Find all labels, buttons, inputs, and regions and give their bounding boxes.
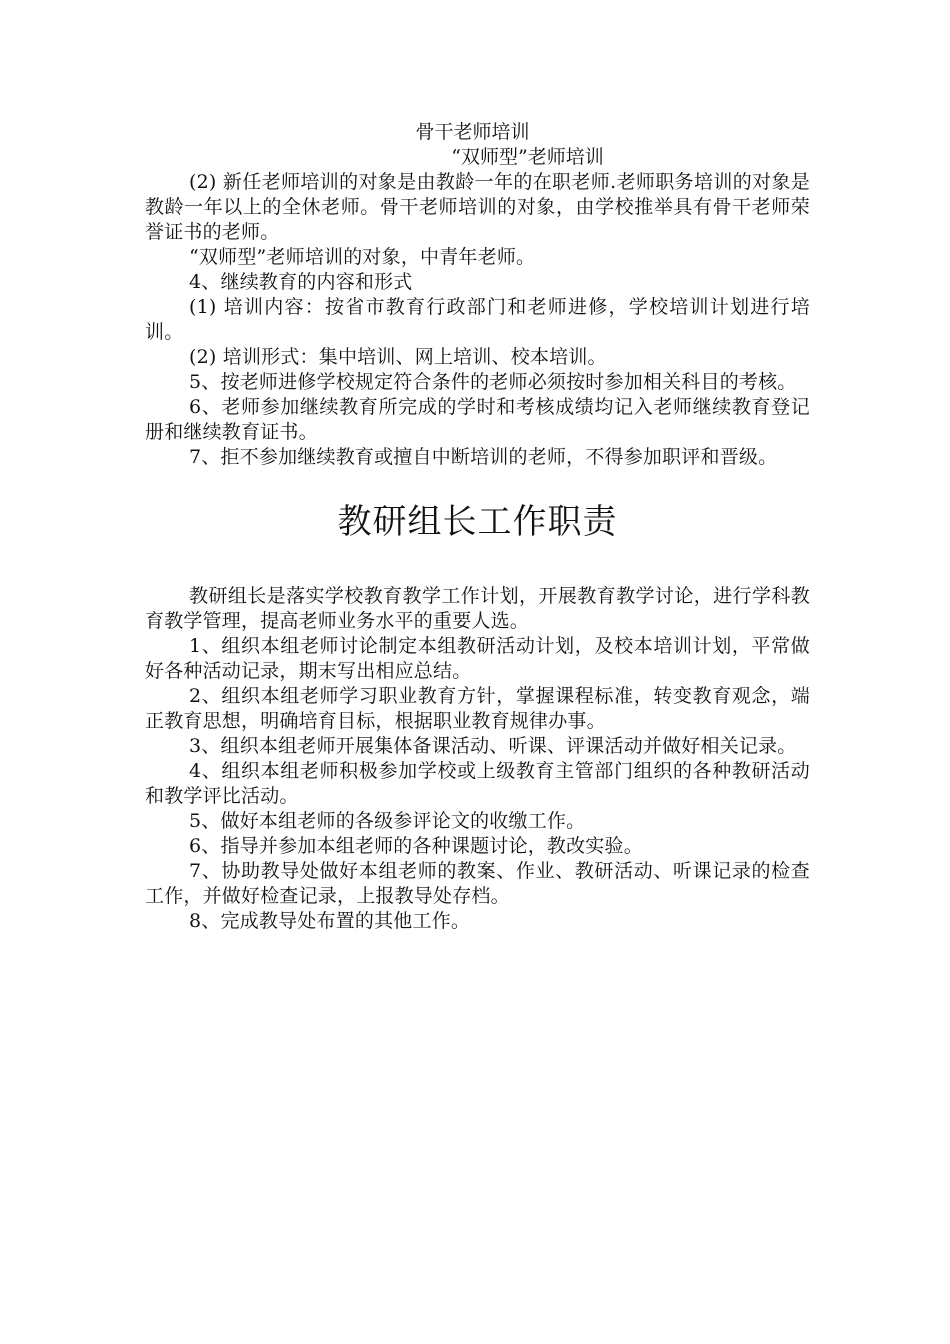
paragraph-training-form: (2) 培训形式：集中培训、网上培训、校本培训。 [189, 346, 607, 368]
paragraph-duty-3: 3、组织本组老师开展集体备课活动、听课、评课活动并做好相关记录。 [189, 735, 797, 757]
paragraph-item-5: 5、按老师进修学校规定符合条件的老师必须按时参加相关科目的考核。 [189, 371, 797, 393]
paragraph-training-content: (1) 培训内容：按省市教育行政部门和老师进修，学校培训计划进行培训。 [145, 296, 810, 343]
paragraph-training-targets: (2) 新任老师培训的对象是由教龄一年的在职老师.老师职务培训的对象是教龄一年以上的全休老师。骨干老师培训的对象，由学校推举具有骨干老师荣誉证书的老师。 [145, 171, 810, 243]
paragraph-duty-8: 8、完成教导处布置的其他工作。 [189, 910, 471, 932]
paragraph-duty-1: 1、组织本组老师讨论制定本组教研活动计划，及校本培训计划，平常做好各种活动记录，期末写出相应总结。 [145, 635, 810, 682]
heading-dual-teacher-training: “双师型”老师培训 [451, 146, 604, 168]
heading-backbone-teacher-training: 骨干老师培训 [415, 121, 530, 143]
paragraph-intro: 教研组长是落实学校教育教学工作计划，开展教育教学讨论，进行学科教育教学管理，提高老师业务水平的重要人选。 [145, 585, 810, 632]
paragraph-item-7: 7、拒不参加继续教育或擅自中断培训的老师，不得参加职评和晋级。 [189, 446, 778, 468]
paragraph-duty-6: 6、指导并参加本组老师的各种课题讨论，教改实验。 [189, 835, 643, 857]
section-title: 教研组长工作职责 [337, 502, 618, 542]
paragraph-duty-4: 4、组织本组老师积极参加学校或上级教育主管部门组织的各种教研活动和教学评比活动。 [145, 760, 810, 807]
paragraph-duty-2: 2、组织本组老师学习职业教育方针，掌握课程标准，转变教育观念，端正教育思想，明确培育目标，根据职业教育规律办事。 [145, 685, 810, 732]
document-content [145, 120, 810, 934]
paragraph-duty-5: 5、做好本组老师的各级参评论文的收缴工作。 [189, 810, 586, 832]
paragraph-item-6: 6、老师参加继续教育所完成的学时和考核成绩均记入老师继续教育登记册和继续教育证书。 [145, 396, 810, 443]
paragraph-duty-7: 7、协助教导处做好本组老师的教案、作业、教研活动、听课记录的检查工作，并做好检查记录，上报教导处存档。 [145, 860, 810, 907]
paragraph-content-and-form: 4、继续教育的内容和形式 [189, 271, 413, 293]
paragraph-dual-teacher-target: “双师型”老师培训的对象，中青年老师。 [189, 246, 536, 268]
